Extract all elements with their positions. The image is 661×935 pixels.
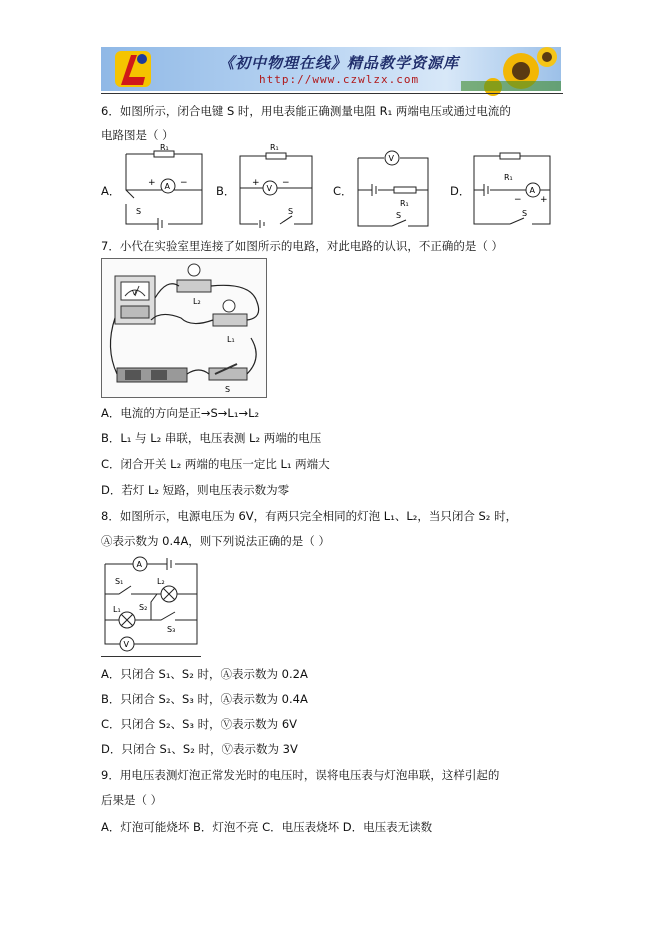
q7-stem: 7．小代在实验室里连接了如图所示的电路，对此电路的认识，不正确的是（ ） [101, 239, 503, 253]
q6a-plus-label: + [148, 178, 156, 188]
q7-voltmeter-label: V [132, 289, 137, 297]
q6-option-c-label[interactable]: C． [333, 184, 353, 198]
q6d-r1-label: R₁ [504, 173, 513, 182]
q6-circuit-a [118, 143, 206, 230]
q6-option-a-label[interactable]: A． [101, 184, 121, 198]
q6b-minus-label: − [282, 178, 290, 188]
q6d-switch-label: S [522, 209, 528, 218]
q7-option-d[interactable]: D．若灯 L₂ 短路，则电压表示数为零 [101, 483, 290, 497]
q9-stem-line2: 后果是（ ） [101, 793, 163, 807]
q7-l1-label: L₁ [227, 335, 235, 344]
q6a-minus-label: − [180, 178, 188, 188]
q6-circuit-d [470, 150, 554, 230]
q8-option-c[interactable]: C．只闭合 S₂、S₃ 时，Ⓥ表示数为 6V [101, 717, 297, 731]
q8-s3-label: S₃ [167, 625, 176, 634]
banner-title: 《初中物理在线》精品教学资源库 [219, 54, 460, 72]
header-rule [101, 93, 563, 94]
header-banner [101, 47, 561, 91]
q7-switch-label: S [225, 385, 231, 394]
q8-option-a[interactable]: A．只闭合 S₁、S₂ 时，Ⓐ表示数为 0.2A [101, 667, 308, 681]
q6c-voltmeter-label: V [388, 154, 394, 163]
q6b-plus-label: + [252, 178, 260, 188]
q9-options[interactable]: A．灯泡可能烧坏 B．灯泡不亮 C．电压表烧坏 D．电压表无读数 [101, 820, 433, 834]
q8-s2-label: S₂ [139, 603, 148, 612]
q7-lab-circuit-figure [101, 258, 267, 398]
q6-circuit-c [354, 150, 432, 230]
q8-option-d[interactable]: D．只闭合 S₁、S₂ 时，Ⓥ表示数为 3V [101, 742, 298, 756]
q8-s1-label: S₁ [115, 577, 124, 586]
q8-stem-line2: Ⓐ表示数为 0.4A，则下列说法正确的是（ ） [101, 534, 330, 548]
q6-stem-line2: 电路图是（ ） [101, 128, 174, 142]
q7-option-b[interactable]: B．L₁ 与 L₂ 串联，电压表测 L₂ 两端的电压 [101, 431, 322, 445]
q8-ammeter-label: A [136, 560, 142, 569]
q6b-switch-label: S [288, 207, 294, 216]
q8-l2-label: L₂ [157, 577, 165, 586]
site-logo-icon [115, 51, 151, 87]
q6a-ammeter-label: A [164, 182, 170, 191]
q6c-r1-label: R₁ [400, 199, 409, 208]
q8-stem-line1: 8．如图所示，电源电压为 6V，有两只完全相同的灯泡 L₁、L₂，当只闭合 S₂ 时， [101, 509, 518, 523]
q6d-ammeter-label: A [529, 186, 535, 195]
q6b-r1-label: R₁ [270, 143, 279, 152]
q6a-switch-label: S [136, 207, 142, 216]
q6-option-d-label[interactable]: D． [450, 184, 471, 198]
q9-stem-line1: 9．用电压表测灯泡正常发光时的电压时，误将电压表与灯泡串联，这样引起的 [101, 768, 500, 782]
q7-l2-label: L₂ [193, 297, 201, 306]
battery-pack-icon [117, 368, 187, 382]
q6d-plus-label: + [540, 195, 548, 205]
q8-option-b[interactable]: B．只闭合 S₂、S₃ 时，Ⓐ表示数为 0.4A [101, 692, 308, 706]
q6a-r1-label: R₁ [160, 143, 169, 152]
sunflower-icon [461, 47, 561, 96]
q6c-switch-label: S [396, 211, 402, 220]
q7-option-c[interactable]: C．闭合开关 L₂ 两端的电压一定比 L₁ 两端大 [101, 457, 330, 471]
q8-voltmeter-label: V [123, 640, 129, 649]
banner-url[interactable]: http://www.czwlzx.com [259, 73, 420, 86]
q8-figure-underline [101, 656, 201, 657]
q6-stem-line1: 6．如图所示，闭合电键 S 时，用电表能正确测量电阻 R₁ 两端电压或通过电流的 [101, 104, 511, 118]
q8-circuit-figure [101, 556, 203, 656]
q6-circuit-b [236, 143, 316, 230]
q6-option-b-label[interactable]: B． [216, 184, 236, 198]
q7-option-a[interactable]: A．电流的方向是正→S→L₁→L₂ [101, 406, 260, 420]
q8-l1-label: L₁ [113, 605, 121, 614]
q6d-minus-label: − [514, 195, 522, 205]
q6b-voltmeter-label: V [266, 184, 272, 193]
voltmeter-device-icon [115, 276, 155, 324]
